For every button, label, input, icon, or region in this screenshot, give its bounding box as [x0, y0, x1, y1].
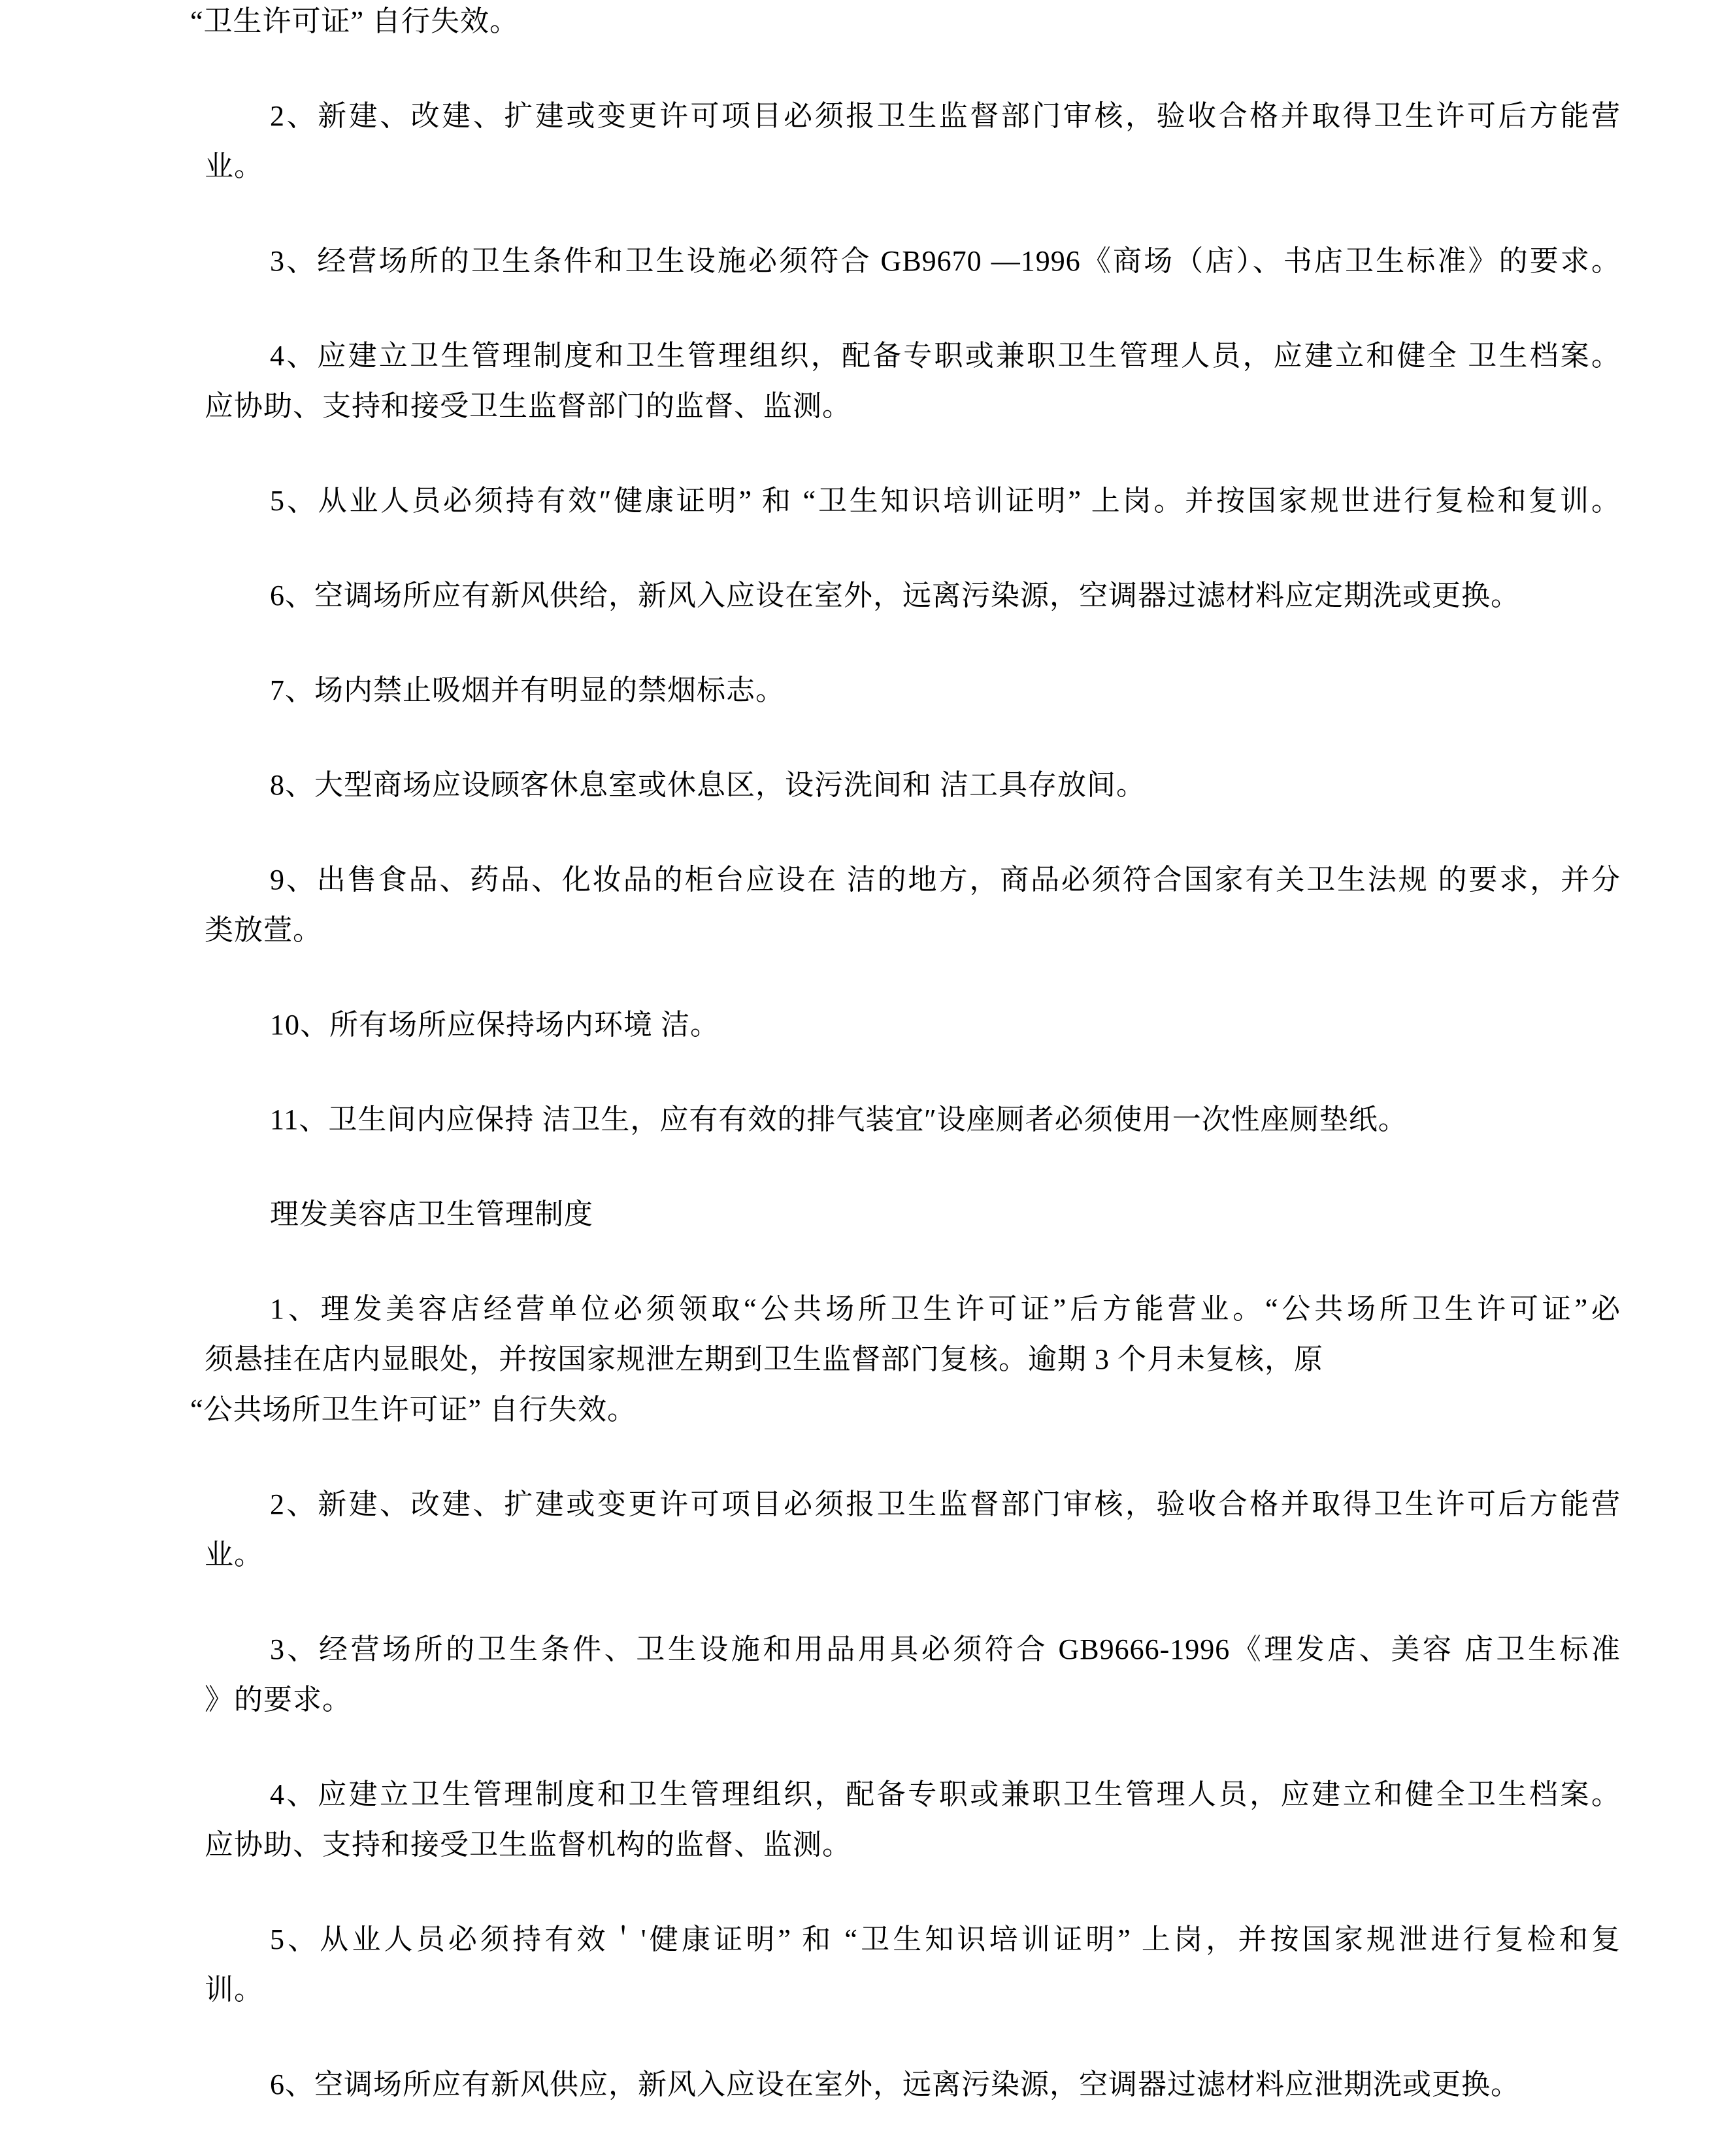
text-line: 7、场内禁止吸烟并有明显的禁烟标志。	[270, 674, 785, 706]
paragraph	[205, 331, 1621, 431]
text-line: 1、理发美容店经营单位必须领取“公共场所卫生许可证”后方能营业。“公共场所卫生许可证”必	[270, 1293, 1621, 1325]
text-line: 9、出售食品、药品、化妆品的柜台应设在 洁的地方，商品必须符合国家有关卫生法规 的要求，并分	[270, 864, 1621, 896]
text-line: 3、经营场所的卫生条件和卫生设施必须符合 GB9670 —1996《商场（店）、书店卫生标准》的要求。	[270, 245, 1621, 277]
paragraph	[205, 1094, 1621, 1145]
text-line: 11、卫生间内应保持 洁卫生，应有有效的排气装宜″设座厕者必须使用一次性座厕垫纸。	[270, 1103, 1408, 1135]
text-line: “卫生许可证” 自行失效。	[190, 5, 520, 37]
paragraph	[205, 476, 1621, 526]
text-line: 2、新建、改建、扩建或变更许可项目必须报卫生监督部门审核，验收合格并取得卫生许可后方能营	[270, 1488, 1621, 1520]
paragraph	[205, 1479, 1621, 1580]
text-line: 业。	[205, 150, 263, 182]
text-line: 8、大型商场应设顾客休息室或休息区，设污洗间和 洁工具存放间。	[270, 769, 1146, 801]
text-line: 3、经营场所的卫生条件、卫生设施和用品用具必须符合 GB9666-1996《理发店、美容 店卫生标准	[270, 1633, 1621, 1665]
paragraph	[205, 760, 1621, 810]
text-line: 4、应建立卫生管理制度和卫生管理组织，配备专职或兼职卫生管理人员，应建立和健全 卫生档案。	[270, 340, 1621, 372]
paragraph	[205, 236, 1621, 286]
text-line: 6、空调场所应有新风供应，新风入应设在室外，远离污染源，空调器过滤材料应泄期洗或更换。	[270, 2068, 1520, 2100]
paragraph	[205, 1914, 1621, 2015]
paragraph	[205, 570, 1621, 621]
paragraph	[190, 0, 1621, 46]
text-line: “公共场所卫生许可证” 自行失效。	[190, 1394, 637, 1426]
paragraph	[205, 91, 1621, 191]
text-line: 4、应建立卫生管理制度和卫生管理组织，配备专职或兼职卫生管理人员，应建立和健全卫生档案。	[270, 1778, 1621, 1810]
text-line: 业。	[205, 1539, 263, 1571]
paragraph	[205, 665, 1621, 715]
paragraph	[205, 855, 1621, 955]
paragraph	[205, 1000, 1621, 1050]
text-line: 理发美容店卫生管理制度	[270, 1198, 593, 1230]
paragraph	[205, 2059, 1621, 2110]
text-line: 5、从业人员必须持有效″健康证明” 和 “卫生知识培训证明” 上岗。并按国家规世进行复检和复训。	[270, 485, 1621, 517]
text-line: 6、空调场所应有新风供给，新风入应设在室外，远离污染源，空调器过滤材料应定期洗或更换。	[270, 580, 1520, 612]
text-line: 10、所有场所应保持场内环境 洁。	[270, 1009, 719, 1041]
text-line: 须悬挂在店内显眼处，并按国家规泄左期到卫生监督部门复核。逾期 3 个月未复核，原	[205, 1343, 1323, 1375]
text-line: 训。	[205, 1974, 263, 2006]
text-line: 类放萱。	[205, 914, 322, 946]
paragraph	[205, 1769, 1621, 1870]
paragraph	[205, 1624, 1621, 1725]
text-line: 5、从业人员必须持有效＇'健康证明” 和 “卫生知识培训证明” 上岗，并按国家规泄进行复检和复	[270, 1923, 1621, 1955]
text-line: 2、新建、改建、扩建或变更许可项目必须报卫生监督部门审核，验收合格并取得卫生许可后方能营	[270, 100, 1621, 132]
section-heading	[205, 1189, 1621, 1239]
text-line: 应协助、支持和接受卫生监督部门的监督、监测。	[205, 390, 852, 422]
paragraph	[190, 1284, 1621, 1435]
text-line: 应协助、支持和接受卫生监督机构的监督、监测。	[205, 1829, 852, 1861]
document-body	[190, 0, 1621, 2154]
text-line: 》的要求。	[205, 1684, 352, 1716]
